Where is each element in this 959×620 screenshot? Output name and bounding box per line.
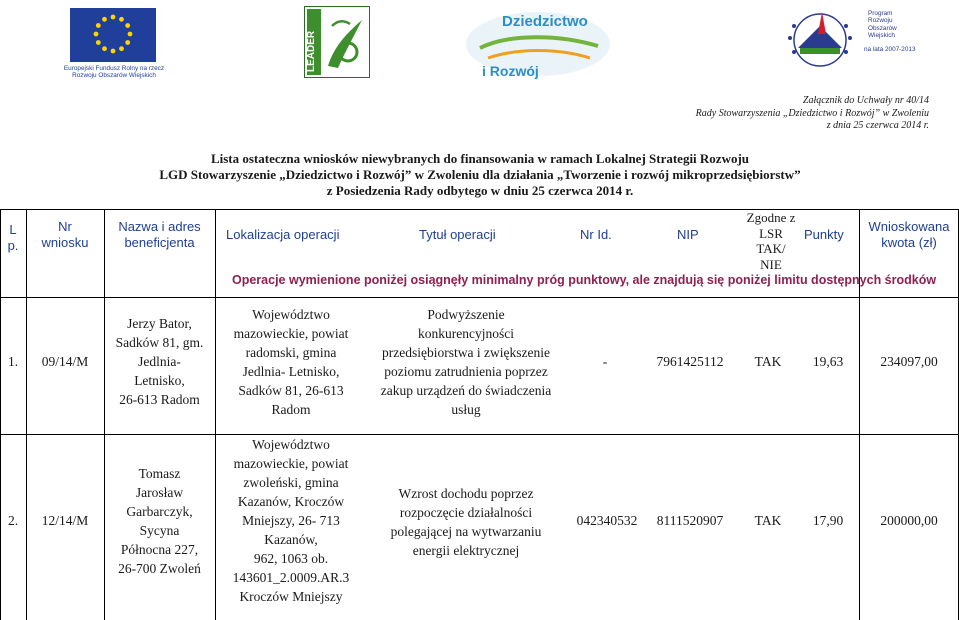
row-lp: 1.: [7, 354, 19, 369]
row-kwota: 234097,00: [880, 354, 938, 369]
row-nr-id: 042340532: [576, 513, 638, 528]
eu-caption: Europejski Fundusz Rolny na rzecz Rozwoju Obszarów Wiejskich: [63, 65, 165, 80]
row-kwota: 200000,00: [880, 513, 938, 528]
col-header-lp: L p.: [7, 222, 19, 253]
eu-flag-icon: [70, 8, 156, 62]
grid-col-line: [26, 209, 27, 620]
dziedzictwo-logo: [458, 4, 618, 80]
row-punkty: 17,90: [812, 513, 844, 528]
grid-header-line: [0, 297, 959, 298]
eu-logo: [56, 8, 172, 78]
row-nip: 7961425112: [656, 354, 724, 369]
col-header-nr: Nr wniosku: [41, 219, 89, 250]
row-beneficjent: Jerzy Bator, Sadków 81, gm. Jedlnia- Letnisko, 26-613 Radom: [115, 316, 204, 407]
grid-col-line: [104, 209, 105, 620]
row-tytul: Podwyższenie konkurencyjności przedsiębiorstwa i zwiększenie poziomu zatrudnienia poprzez zakup urządzeń do świadczenia usług: [380, 307, 552, 417]
leader-label: LEADER: [306, 30, 317, 72]
col-header-nr-id: Nr Id.: [580, 227, 612, 242]
row-nr-id: -: [602, 354, 608, 369]
row-lokalizacja: Województwo mazowieckie, powiat radomski, gmina Jedlnia- Letnisko, Sadków 81, 26-613 Radom: [233, 307, 349, 417]
row-nip: 8111520907: [656, 513, 724, 528]
prow-caption: Program Rozwoju Obszarów Wiejskich na lata 2007-2013: [864, 10, 916, 53]
prow-logo: [780, 4, 916, 70]
grid-col-line: [215, 209, 216, 620]
row-punkty: 19,63: [812, 354, 844, 369]
grid-row-line: [0, 434, 959, 435]
row-lokalizacja: Województwo mazowieckie, powiat zwoleński, gmina Kazanów, Kroczów Mniejszy, 26- 713 Kazanów, 962, 1063 ob. 143601_2.0009.AR.3 Kroczów Mniejszy: [232, 437, 350, 604]
leader-logo: [304, 6, 370, 78]
col-header-nip: NIP: [677, 227, 699, 242]
page-title: Lista ostateczna wniosków niewybranych do finansowania w ramach Lokalnej Strategii Rozwoju LGD Stowarzyszenie „Dziedzictwo i Rozwój” w Zwoleniu dla działania „Tworzenie i rozwój mikroprzedsiębiorstw” z Posiedzenia Rady odbytego w dniu 25 czerwca 2014 r.: [159, 151, 801, 198]
dziedzictwo-label: Dziedzictwo: [502, 13, 588, 30]
row-lp: 2.: [7, 513, 19, 528]
row-beneficjent: Tomasz Jarosław Garbarczyk, Sycyna Północna 227, 26-700 Zwoleń: [118, 466, 201, 576]
col-header-tytul: Tytuł operacji: [419, 227, 496, 242]
col-header-zgodne: Zgodne z LSR TAK/ NIE: [746, 210, 796, 272]
row-zgodne: TAK: [754, 354, 782, 369]
col-header-nazwa: Nazwa i adres beneficjenta: [118, 219, 201, 250]
grid-top-line: [0, 209, 959, 210]
col-header-lokalizacja: Lokalizacja operacji: [226, 227, 340, 242]
col-header-punkty: Punkty: [804, 227, 844, 242]
row-zgodne: TAK: [754, 513, 782, 528]
grid-left-line: [0, 209, 1, 620]
row-nr: 09/14/M: [41, 354, 89, 369]
row-tytul: Wzrost dochodu poprzez rozpoczęcie działalności polegającej na wytwarzaniu energii elektrycznej: [390, 486, 542, 558]
row-nr: 12/14/M: [41, 513, 89, 528]
grid-col-line: [859, 209, 860, 620]
rozwoj-label: i Rozwój: [482, 63, 539, 79]
annex-note: Załącznik do Uchwały nr 40/14 Rady Stowarzyszenia „Dziedzictwo i Rozwój” w Zwoleniu z dnia 25 czerwca 2014 r.: [695, 95, 929, 131]
notice-text: Operacje wymienione poniżej osiągnęły minimalny próg punktowy, ale znajdują się poniżej limitu dostępnych środków: [232, 273, 937, 287]
col-header-kwota: Wnioskowana kwota (zł): [868, 219, 950, 250]
